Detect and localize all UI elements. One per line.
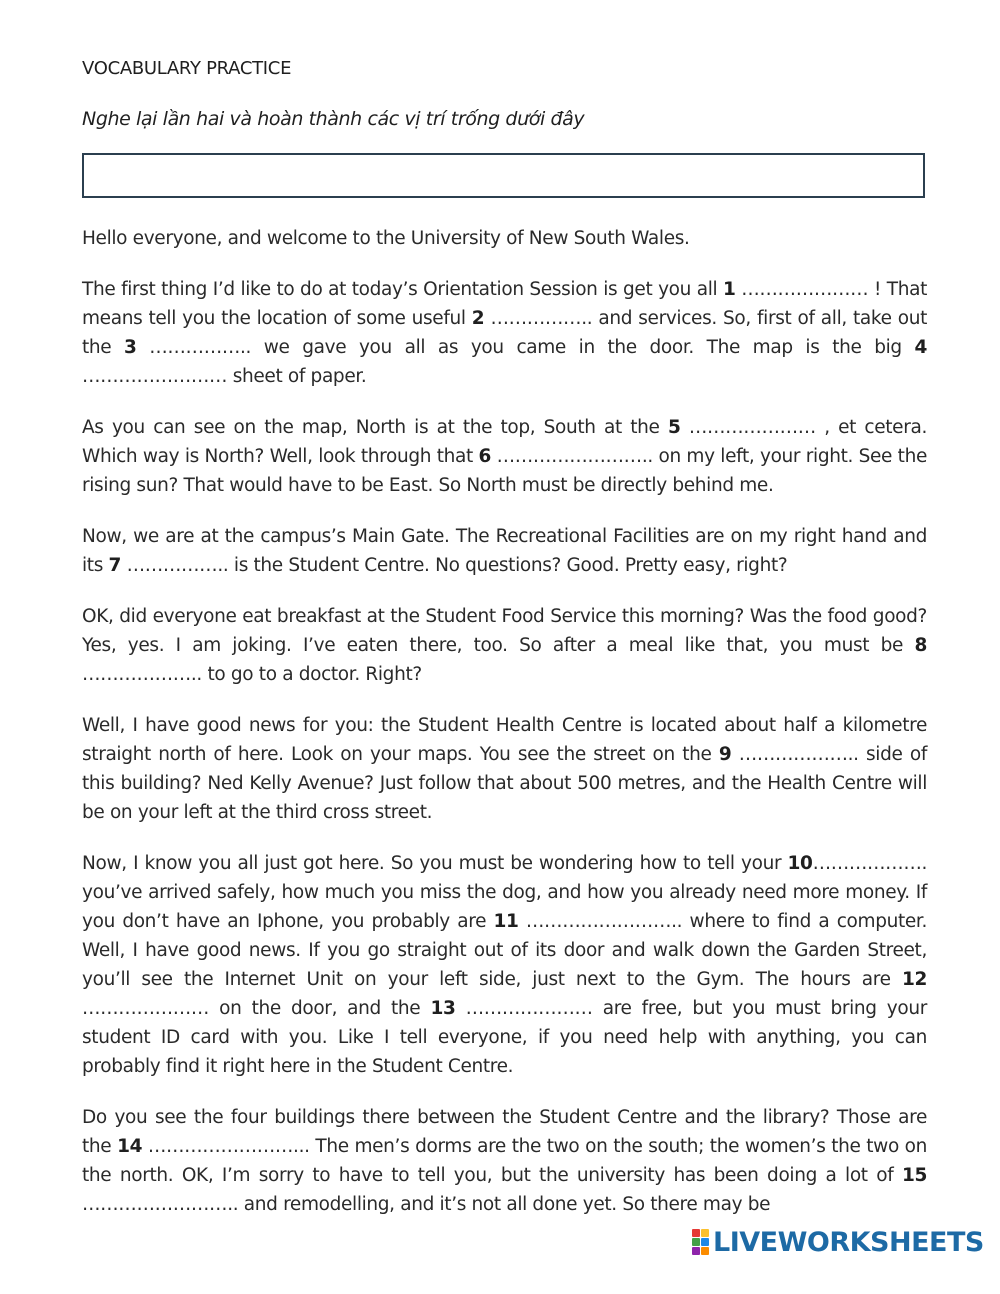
logo-square bbox=[692, 1238, 700, 1246]
passage-segment: OK, did everyone eat breakfast at the Student Food Service this morning? Was the food good? Yes, yes. I am joking. I’ve eaten there, too. So after a meal like that, you must be bbox=[82, 606, 927, 656]
passage-segment: …………………… sheet of paper. bbox=[82, 366, 367, 387]
blank-number: 4 bbox=[914, 337, 927, 358]
blank-number: 11 bbox=[493, 911, 519, 932]
blank-number: 9 bbox=[718, 744, 732, 765]
passage-paragraph bbox=[82, 1103, 927, 1219]
passage-segment: ……………….. side of this building? Ned Kelly Avenue? Just follow that about 500 metres, and the Health Centre will be on your left at the third cross street. bbox=[82, 744, 927, 823]
page-title: VOCABULARY PRACTICE bbox=[82, 58, 292, 79]
passage-segment: As you can see on the map, North is at the top, South at the bbox=[82, 417, 668, 438]
passage-segment: …………….. we gave you all as you came in the door. The map is the big bbox=[136, 337, 915, 358]
passage-paragraph bbox=[82, 275, 927, 391]
blank-number: 6 bbox=[478, 446, 492, 467]
blank-number: 10 bbox=[787, 853, 813, 874]
passage-segment: ……………………... The men’s dorms are the two on the south; the women’s the two on the north. OK, I’m sorry to have to tell you, but the university has been doing a lot of bbox=[82, 1136, 928, 1186]
passage-segment: Well, I have good news for you: the Student Health Centre is located about half a kilometre straight north of here. Look on your maps. You see the street on the bbox=[82, 715, 927, 765]
passage-segment: ………………… on the door, and the bbox=[82, 998, 431, 1019]
blank-number: 14 bbox=[117, 1136, 143, 1157]
passage-segment: …………….. and services. So, first of all, take out the bbox=[82, 308, 927, 358]
passage-segment: Now, I know you all just got here. So you must be wondering how to tell your bbox=[82, 853, 788, 874]
blank-number: 8 bbox=[914, 635, 927, 656]
logo-square bbox=[701, 1247, 709, 1255]
passage-segment: Do you see the four buildings there between the Student Centre and the library? Those are the bbox=[82, 1107, 927, 1157]
blank-number: 1 bbox=[723, 279, 736, 300]
instruction-text: Nghe lại lần hai và hoàn thành các vị trí trống dưới đây bbox=[82, 108, 585, 130]
liveworksheets-logo-icon bbox=[692, 1229, 709, 1255]
logo-text: LIVEWORKSHEETS bbox=[713, 1226, 984, 1258]
passage-paragraph bbox=[82, 413, 927, 500]
passage-paragraph bbox=[82, 849, 927, 1081]
passage-paragraph bbox=[82, 522, 927, 580]
passage-segment: …………………….. where to find a computer. Well, I have good news. If you go straight out of its door and walk down the Garden Street, you’ll see the Internet Unit on your left side, just next to the Gym. The hours are bbox=[82, 911, 927, 990]
passage-segment: Hello everyone, and welcome to the University of New South Wales. bbox=[82, 228, 690, 249]
logo-square bbox=[692, 1229, 700, 1237]
passage-text bbox=[82, 224, 927, 1241]
blank-number: 15 bbox=[901, 1165, 927, 1186]
passage-segment: The first thing I’d like to do at today’s Orientation Session is get you all bbox=[82, 279, 723, 300]
passage-segment: ………………. you’ve arrived safely, how much you miss the dog, and how you already need more money. If you don’t have an Iphone, you probably are bbox=[82, 853, 927, 932]
passage-segment: ………………… ! That means tell you the location of some useful bbox=[82, 279, 927, 329]
passage-segment: ………………… are free, but you must bring your student ID card with you. Like I tell everyone, if you need help with anything, you can probably find it right here in the Student Centre. bbox=[82, 998, 927, 1077]
passage-paragraph bbox=[82, 711, 927, 827]
blank-number: 13 bbox=[430, 998, 456, 1019]
passage-segment: ……………….. to go to a doctor. Right? bbox=[82, 664, 422, 685]
logo-square bbox=[701, 1229, 709, 1237]
blank-number: 7 bbox=[108, 555, 122, 576]
passage-segment: …………………….. and remodelling, and it’s not all done yet. So there may be bbox=[82, 1194, 771, 1215]
answer-input[interactable] bbox=[84, 155, 923, 196]
logo-square bbox=[692, 1247, 700, 1255]
blank-number: 12 bbox=[901, 969, 927, 990]
blank-number: 2 bbox=[471, 308, 485, 329]
blank-number: 5 bbox=[667, 417, 681, 438]
passage-segment: …………….. is the Student Centre. No questions? Good. Pretty easy, right? bbox=[121, 555, 788, 576]
passage-paragraph bbox=[82, 602, 927, 689]
passage-paragraph bbox=[82, 224, 927, 253]
passage-segment: Now, we are at the campus’s Main Gate. The Recreational Facilities are on my right hand and its bbox=[82, 526, 927, 576]
passage-segment: …………………….. on my left, your right. See the rising sun? That would have to be East. So North must be directly behind me. bbox=[82, 446, 927, 496]
passage-segment: ………………… , et cetera. Which way is North? Well, look through that bbox=[82, 417, 927, 467]
logo-square bbox=[701, 1238, 709, 1246]
blank-number: 3 bbox=[124, 337, 137, 358]
answer-box[interactable] bbox=[82, 153, 925, 198]
liveworksheets-logo bbox=[692, 1226, 984, 1258]
